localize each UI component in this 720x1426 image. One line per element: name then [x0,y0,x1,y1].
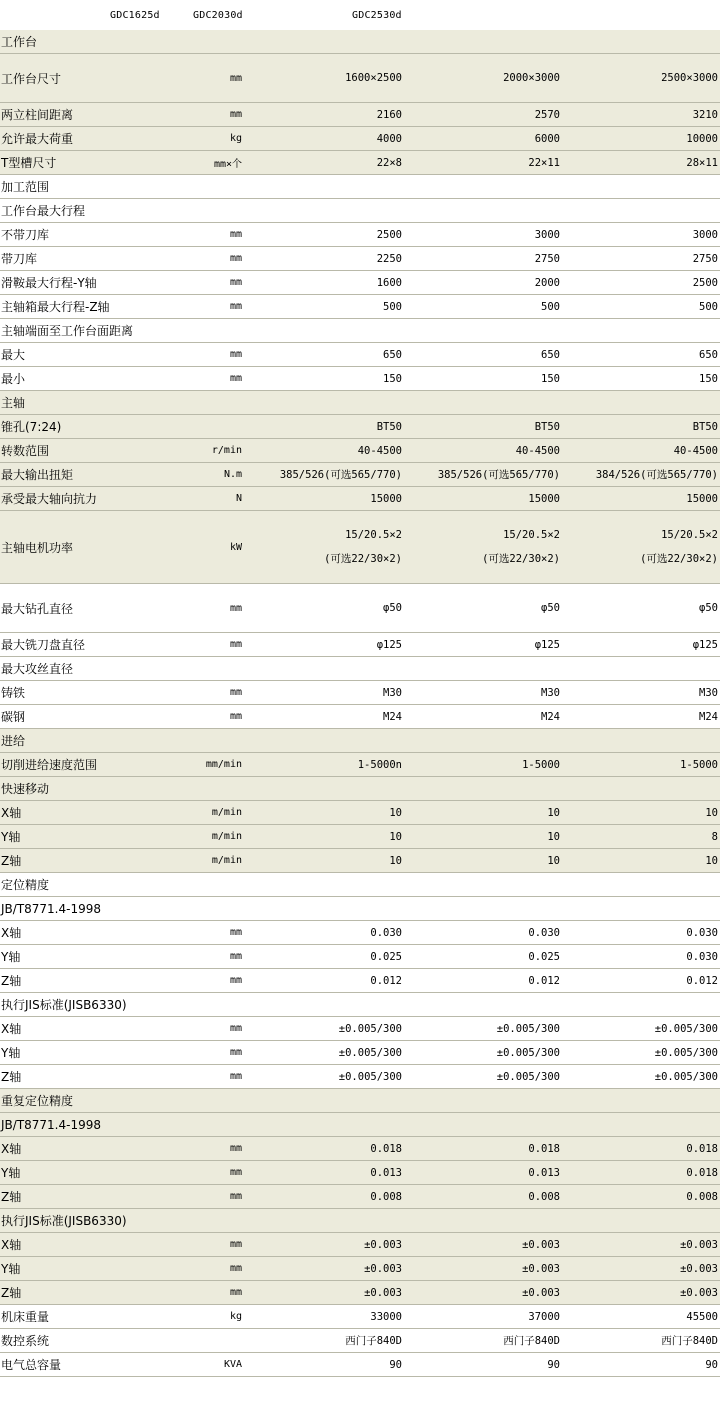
table-row [0,753,720,777]
table-row [0,1353,720,1377]
row-label: 碳钢 [1,710,26,724]
table-row [0,127,720,151]
row-unit: mm [229,1071,242,1082]
row-unit: mm [229,951,242,962]
table-row [0,705,720,729]
value-cell-model-1: φ50 [383,602,402,614]
value-cell-model-2: 2750 [534,252,560,265]
value-cell-model-3: 2500×3000 [661,72,718,84]
table-row [0,175,720,199]
row-unit: mm [229,349,242,360]
row-label: X轴 [1,806,22,820]
row-label: 主轴 [1,396,26,410]
value-cell-model-3: 10000 [686,132,718,145]
value-cell-model-3 [518,873,718,896]
row-label: 最大输出扭矩 [1,468,74,482]
row-unit: mm [229,301,242,312]
value-cell-model-2: 2570 [534,108,560,121]
value-cell-model-3 [518,30,718,53]
value-cell-model-2: 2000×3000 [503,72,560,84]
value-line-1: 15/20.5×2 [661,529,718,541]
value-cell-model-2: M24 [541,710,560,723]
value-cell-model-1: 22×8 [376,156,402,169]
model-header-3: GDC2530d [352,10,402,21]
value-cell-model-2: ±0.005/300 [496,1046,560,1059]
row-unit: mm [229,72,242,84]
value-cell-model-2: 0.013 [528,1166,560,1179]
row-unit: mm [229,1143,242,1154]
value-cell-model-3: 150 [699,372,718,385]
value-cell-model-3 [518,897,718,920]
row-label: X轴 [1,1238,22,1252]
table-row [0,969,720,993]
row-unit: mm [229,687,242,698]
table-row [0,487,720,511]
row-label: 铸铁 [1,686,26,700]
value-cell-model-1: 1600 [376,276,402,289]
value-cell-model-3: M24 [699,710,718,723]
row-unit: mm [229,253,242,264]
table-row [0,584,720,633]
row-label: 带刀库 [1,252,38,266]
value-cell-model-3 [518,1209,718,1232]
value-cell-model-3 [518,657,718,680]
table-row [0,511,720,584]
value-cell-model-3: 90 [705,1358,718,1371]
row-unit: mm [229,1167,242,1178]
value-cell-model-3: 28×11 [686,156,718,169]
table-row [0,657,720,681]
model-header-1: GDC1625d [110,10,160,21]
value-cell-model-2: 37000 [528,1310,560,1323]
value-cell-model-3: 0.018 [686,1166,718,1179]
table-row [0,1017,720,1041]
row-label: 允许最大荷重 [1,132,74,146]
row-unit: mm [229,1047,242,1058]
row-label: 重复定位精度 [1,1094,74,1108]
value-cell-model-3: 3000 [692,228,718,241]
value-cell-model-1: 150 [383,372,402,385]
value-cell-model-2: φ125 [534,638,560,651]
value-cell-model-1: 4000 [376,132,402,145]
table-row [0,463,720,487]
value-cell-model-1: φ125 [376,638,402,651]
value-cell-model-3: 384/526(可选565/770) [595,469,718,481]
value-cell-model-3 [518,391,718,414]
value-cell-model-3 [518,199,718,222]
value-cell-model-3: 3210 [692,108,718,121]
value-cell-model-2: φ50 [541,602,560,614]
value-cell-model-3: 1-5000 [680,758,718,771]
row-label: Y轴 [1,1166,21,1180]
value-cell-model-2: 385/526(可选565/770) [437,469,560,481]
table-row [0,681,720,705]
row-label: 最大攻丝直径 [1,662,74,676]
value-cell-model-3: ±0.005/300 [654,1070,718,1083]
value-cell-model-1: 西门子840D [345,1335,402,1347]
value-cell-model-1: ±0.005/300 [338,1070,402,1083]
value-cell-model-3: ±0.005/300 [654,1022,718,1035]
table-row [0,777,720,801]
table-row [0,1089,720,1113]
table-row [0,223,720,247]
table-row [0,415,720,439]
value-cell-model-2: 0.012 [528,974,560,987]
value-cell-model-2: 15000 [528,492,560,505]
value-cell-model-1: 2250 [376,252,402,265]
table-row [0,439,720,463]
value-cell-model-1: 0.030 [370,926,402,939]
value-cell-model-2: 0.018 [528,1142,560,1155]
value-cell-model-2: 0.008 [528,1190,560,1203]
row-unit: mm [229,1023,242,1034]
value-cell-model-3: 10 [705,854,718,867]
value-cell-model-3: BT50 [692,420,718,433]
row-label: 工作台 [1,35,38,49]
value-line-2: (可选22/30×2) [324,553,402,565]
row-label: Y轴 [1,1046,21,1060]
value-cell-model-2: M30 [541,686,560,699]
value-cell-model-3 [518,319,718,342]
value-cell-model-1: 500 [383,300,402,313]
table-row [0,945,720,969]
table-row [0,103,720,127]
row-label: 快速移动 [1,782,50,796]
row-unit: mm/min [205,759,242,770]
value-cell-model-1: 0.025 [370,950,402,963]
table-row [0,801,720,825]
row-label: 转数范围 [1,444,50,458]
value-cell-model-3: ±0.005/300 [654,1046,718,1059]
row-label: 最大 [1,348,26,362]
value-cell-model-2: 1-5000 [522,758,560,771]
row-label: Z轴 [1,974,22,988]
table-row [0,319,720,343]
value-cell-model-3: 2500 [692,276,718,289]
row-unit: mm [229,975,242,986]
row-label: Y轴 [1,1262,21,1276]
table-row [0,1065,720,1089]
value-cell-model-1: 1600×2500 [345,72,402,84]
value-cell-model-2: 90 [547,1358,560,1371]
row-label: 最小 [1,372,26,386]
value-cell-model-3: 2750 [692,252,718,265]
row-unit: mm [229,1191,242,1202]
value-cell-model-3 [518,1113,718,1136]
value-cell-model-2: ±0.003 [522,1286,560,1299]
row-label: 数控系统 [1,1334,50,1348]
table-row [0,993,720,1017]
row-unit: kg [229,133,242,144]
row-label: 电气总容量 [1,1358,62,1372]
value-cell-model-3: ±0.003 [680,1262,718,1275]
row-unit: N.m [223,469,242,480]
row-unit: mm [229,711,242,722]
table-row [0,849,720,873]
row-label: X轴 [1,1142,22,1156]
value-cell-model-3: 15000 [686,492,718,505]
value-cell-model-1: ±0.005/300 [338,1046,402,1059]
value-cell-model-2: 150 [541,372,560,385]
value-cell-model-3: M30 [699,686,718,699]
row-label: 主轴端面至工作台面距离 [1,324,134,338]
table-row [0,30,720,54]
table-row [0,1257,720,1281]
value-cell-model-1: 0.008 [370,1190,402,1203]
row-label: 不带刀库 [1,228,50,242]
row-label: Z轴 [1,1070,22,1084]
value-cell-model-2: 0.030 [528,926,560,939]
value-cell-model-1: 650 [383,348,402,361]
value-cell-model-1: 10 [389,830,402,843]
row-label: 最大钻孔直径 [1,601,74,616]
row-unit: mm [229,1263,242,1274]
value-cell-model-1: 10 [389,854,402,867]
value-cell-model-3 [518,729,718,752]
row-unit: N [235,493,242,504]
value-cell-model-1: ±0.003 [364,1238,402,1251]
row-unit: mm [229,602,242,614]
value-cell-model-1: M24 [383,710,402,723]
row-label: 定位精度 [1,878,50,892]
value-cell-model-2: ±0.005/300 [496,1070,560,1083]
row-label: JB/T8771.4-1998 [1,1117,102,1132]
row-unit: mm [229,373,242,384]
value-cell-model-3: 500 [699,300,718,313]
table-row [0,54,720,103]
value-cell-model-3: 0.018 [686,1142,718,1155]
value-cell-model-1: 33000 [370,1310,402,1323]
value-cell-model-3: ±0.003 [680,1286,718,1299]
row-label: 进给 [1,734,26,748]
row-unit: m/min [211,831,242,842]
value-cell-model-3: 8 [711,830,718,843]
value-cell-model-1: 0.018 [370,1142,402,1155]
table-row [0,1185,720,1209]
value-line-1: 15/20.5×2 [345,529,402,541]
value-cell-model-3 [518,777,718,800]
value-cell-model-3: 40-4500 [673,444,718,457]
table-row [0,921,720,945]
row-label: Y轴 [1,830,21,844]
table-row [0,873,720,897]
row-label: 主轴电机功率 [1,540,74,555]
row-label: 工作台最大行程 [1,204,86,218]
row-unit: r/min [211,445,242,456]
value-cell-model-3: 0.030 [686,950,718,963]
table-header [0,0,720,30]
value-cell-model-3 [518,1089,718,1112]
table-row [0,729,720,753]
value-cell-model-3 [518,175,718,198]
row-unit: mm [229,109,242,120]
table-row [0,295,720,319]
row-label: Z轴 [1,1190,22,1204]
row-unit: mm [229,1287,242,1298]
spec-table [0,30,720,1377]
row-label: 机床重量 [1,1310,50,1324]
table-row [0,199,720,223]
table-row [0,825,720,849]
row-unit: KVA [223,1359,242,1370]
row-label: X轴 [1,1022,22,1036]
value-cell-model-2: 10 [547,806,560,819]
value-cell-model-1: 2160 [376,108,402,121]
value-cell-model-2: 650 [541,348,560,361]
value-cell-model-3: ±0.003 [680,1238,718,1251]
row-label: JB/T8771.4-1998 [1,901,102,916]
value-cell-model-3 [518,993,718,1016]
value-cell-model-1: M30 [383,686,402,699]
value-cell-model-1: ±0.003 [364,1286,402,1299]
table-row [0,897,720,921]
table-row [0,1113,720,1137]
row-label: Z轴 [1,854,22,868]
value-cell-model-2: 10 [547,854,560,867]
row-unit: mm [229,639,242,650]
table-row [0,1233,720,1257]
value-cell-model-2: 40-4500 [515,444,560,457]
row-label: 执行JIS标准(JISB6330) [1,998,127,1012]
value-cell-model-2: 10 [547,830,560,843]
value-cell-model-2: ±0.003 [522,1262,560,1275]
value-cell-model-1: 0.012 [370,974,402,987]
model-header-2: GDC2030d [193,10,243,21]
value-cell-model-3: 0.012 [686,974,718,987]
row-label: 加工范围 [1,180,50,194]
table-row [0,1161,720,1185]
row-unit: mm×个 [213,159,242,170]
value-cell-model-1: 90 [389,1358,402,1371]
row-label: 工作台尺寸 [1,71,62,86]
value-cell-model-2: ±0.003 [522,1238,560,1251]
table-row [0,391,720,415]
row-unit: mm [229,1239,242,1250]
row-label: X轴 [1,926,22,940]
row-label: 两立柱间距离 [1,108,74,122]
table-row [0,343,720,367]
row-label: 承受最大轴向抗力 [1,492,98,506]
row-unit: m/min [211,855,242,866]
table-row [0,247,720,271]
row-label: Y轴 [1,950,21,964]
table-row [0,1329,720,1353]
value-cell-model-2: ±0.005/300 [496,1022,560,1035]
value-cell-model-3: 650 [699,348,718,361]
row-label: 主轴箱最大行程-Z轴 [1,300,110,314]
value-cell-model-1: ±0.003 [364,1262,402,1275]
value-cell-model-1: 2500 [376,228,402,241]
value-cell-model-1: 40-4500 [357,444,402,457]
value-cell-model-1: 1-5000n [357,758,402,771]
table-row [0,1137,720,1161]
value-cell-model-1: 15000 [370,492,402,505]
value-line-2: (可选22/30×2) [640,553,718,565]
value-cell-model-3: 45500 [686,1310,718,1323]
table-row [0,1209,720,1233]
value-cell-model-1: 10 [389,806,402,819]
row-label: 锥孔(7:24) [1,420,62,434]
row-unit: mm [229,927,242,938]
value-cell-model-1: 0.013 [370,1166,402,1179]
value-cell-model-2: 西门子840D [503,1335,560,1347]
row-unit: kg [229,1311,242,1322]
table-row [0,1305,720,1329]
value-cell-model-2: 500 [541,300,560,313]
value-cell-model-3: 0.008 [686,1190,718,1203]
value-cell-model-1: ±0.005/300 [338,1022,402,1035]
row-unit: kW [229,541,242,553]
value-cell-model-2: BT50 [534,420,560,433]
table-row [0,151,720,175]
row-label: Z轴 [1,1286,22,1300]
table-row [0,271,720,295]
value-cell-model-3: φ125 [692,638,718,651]
row-unit: mm [229,277,242,288]
value-line-2: (可选22/30×2) [482,553,560,565]
value-cell-model-2: 2000 [534,276,560,289]
row-unit: m/min [211,807,242,818]
value-cell-model-3: φ50 [699,602,718,614]
row-label: T型槽尺寸 [1,156,57,170]
value-cell-model-3: 0.030 [686,926,718,939]
row-label: 切削进给速度范围 [1,758,98,772]
value-cell-model-3 [518,511,718,583]
row-unit: mm [229,229,242,240]
value-cell-model-2: 22×11 [528,156,560,169]
value-cell-model-1: 385/526(可选565/770) [279,469,402,481]
value-cell-model-2: 6000 [534,132,560,145]
value-cell-model-3: 10 [705,806,718,819]
row-label: 最大铣刀盘直径 [1,638,86,652]
value-cell-model-2: 0.025 [528,950,560,963]
row-label: 执行JIS标准(JISB6330) [1,1214,127,1228]
row-label: 滑鞍最大行程-Y轴 [1,276,97,290]
table-row [0,1041,720,1065]
value-cell-model-3: 西门子840D [661,1335,718,1347]
table-row [0,1281,720,1305]
table-row [0,367,720,391]
table-row [0,633,720,657]
value-cell-model-1: BT50 [376,420,402,433]
value-line-1: 15/20.5×2 [503,529,560,541]
value-cell-model-2: 3000 [534,228,560,241]
